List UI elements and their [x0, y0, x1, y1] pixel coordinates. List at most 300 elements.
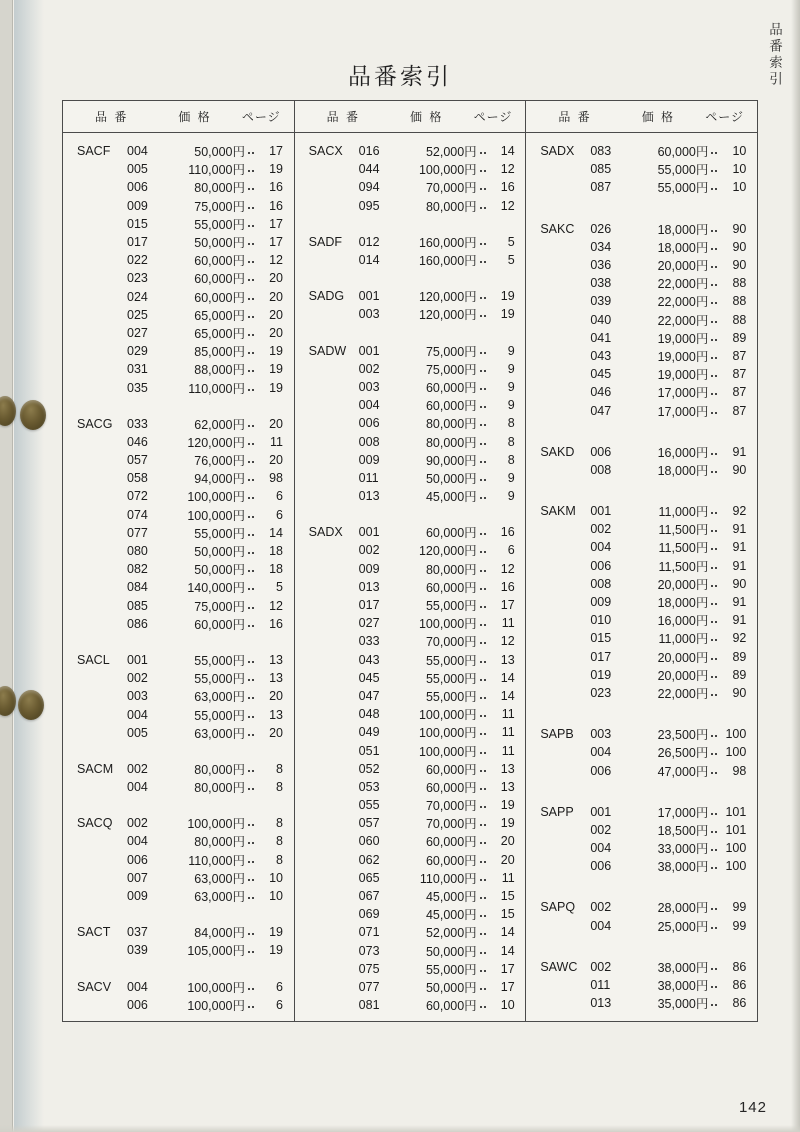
item-price: 63,000円 — [194, 690, 245, 705]
dotted-leader — [711, 339, 717, 341]
dotted-leader — [480, 679, 486, 681]
dotted-leader — [711, 658, 717, 660]
item-page-ref: 19 — [269, 943, 283, 958]
item-page-ref: 99 — [732, 900, 747, 915]
item-page-ref: 101 — [725, 822, 747, 837]
item-number: 004 — [590, 540, 612, 555]
item-number: 009 — [358, 452, 380, 467]
item-price: 20,000円 — [657, 259, 709, 274]
item-price: 80,000円 — [425, 562, 477, 577]
item-page-ref: 90 — [732, 221, 747, 236]
index-row — [526, 725, 757, 743]
index-row — [526, 311, 757, 329]
item-number: 047 — [358, 688, 380, 703]
item-price: 60,000円 — [425, 835, 477, 850]
product-group-sadx — [526, 142, 757, 197]
item-page-ref: 100 — [725, 859, 747, 874]
index-row — [63, 288, 294, 306]
item-price: 120,000円 — [418, 290, 477, 305]
item-number: 003 — [127, 689, 148, 704]
index-row — [63, 597, 294, 615]
item-page-ref: 8 — [507, 434, 515, 449]
index-column-3 — [525, 101, 757, 1021]
item-price: 17,000円 — [657, 404, 709, 419]
item-price: 100,000円 — [418, 708, 477, 723]
index-row — [63, 233, 294, 251]
dotted-leader — [480, 152, 486, 154]
item-page-ref: 5 — [276, 580, 283, 595]
index-row — [63, 542, 294, 560]
header-price: 価 格 — [410, 110, 444, 124]
item-number: 006 — [127, 852, 148, 867]
item-number: 017 — [590, 649, 612, 664]
index-row — [63, 469, 294, 487]
item-price: 52,000円 — [425, 926, 477, 941]
item-number: 083 — [590, 144, 612, 159]
index-row — [295, 541, 526, 559]
dotted-leader — [711, 375, 717, 377]
dotted-leader — [480, 551, 486, 553]
dotted-leader — [480, 879, 486, 881]
dotted-leader — [711, 453, 717, 455]
dotted-leader — [711, 772, 717, 774]
dotted-leader — [711, 230, 717, 232]
column-body — [295, 133, 526, 1021]
index-row — [295, 578, 526, 596]
item-number: 006 — [358, 416, 380, 431]
item-page-ref: 8 — [276, 761, 283, 776]
index-column-2 — [294, 101, 526, 1021]
item-page-ref: 16 — [500, 579, 515, 594]
dotted-leader — [711, 302, 717, 304]
item-price: 19,000円 — [657, 368, 709, 383]
header-code: 品 番 — [558, 110, 592, 124]
item-series-code: SADW — [308, 343, 347, 358]
item-number: 004 — [590, 841, 612, 856]
item-number: 041 — [590, 330, 612, 345]
item-number: 008 — [590, 576, 612, 591]
item-number: 074 — [127, 507, 148, 522]
item-price: 65,000円 — [194, 326, 245, 341]
item-page-ref: 10 — [500, 998, 515, 1013]
product-group-sadg — [295, 287, 526, 323]
item-series-code: SAPB — [540, 727, 574, 742]
item-page-ref: 91 — [732, 522, 747, 537]
dotted-leader — [248, 461, 254, 463]
dotted-leader — [480, 207, 486, 209]
index-row — [63, 415, 294, 433]
item-price: 70,000円 — [425, 635, 477, 650]
index-row — [63, 687, 294, 705]
item-price: 60,000円 — [194, 272, 245, 287]
dotted-leader — [711, 694, 717, 696]
dotted-leader — [711, 357, 717, 359]
index-row — [526, 629, 757, 647]
item-price: 80,000円 — [425, 417, 477, 432]
column-body — [526, 133, 757, 1021]
index-row — [526, 443, 757, 461]
item-page-ref: 17 — [500, 961, 515, 976]
dotted-leader — [711, 639, 717, 641]
item-page-ref: 8 — [507, 416, 515, 431]
item-price: 17,000円 — [657, 386, 709, 401]
item-price: 105,000円 — [187, 944, 245, 959]
item-page-ref: 20 — [269, 416, 283, 431]
item-price: 50,000円 — [425, 944, 477, 959]
index-row — [295, 251, 526, 269]
item-number: 004 — [358, 398, 380, 413]
index-row — [295, 741, 526, 759]
item-number: 060 — [358, 834, 380, 849]
index-row — [295, 760, 526, 778]
dotted-leader — [248, 516, 254, 518]
item-page-ref: 86 — [732, 978, 747, 993]
item-page-ref: 20 — [500, 852, 515, 867]
item-number: 013 — [358, 489, 380, 504]
item-number: 057 — [127, 453, 148, 468]
dotted-leader — [480, 770, 486, 772]
dotted-leader — [711, 266, 717, 268]
dotted-leader — [711, 188, 717, 190]
item-page-ref: 13 — [500, 761, 515, 776]
item-price: 60,000円 — [425, 762, 477, 777]
index-row — [63, 215, 294, 233]
index-row — [295, 905, 526, 923]
item-series-code: SAWC — [540, 959, 578, 974]
item-page-ref: 87 — [732, 348, 747, 363]
item-page-ref: 101 — [725, 804, 747, 819]
item-number: 004 — [127, 834, 148, 849]
item-page-ref: 10 — [732, 180, 747, 195]
product-group-sakm — [526, 502, 757, 702]
header-page: ページ — [241, 110, 281, 124]
item-number: 004 — [127, 780, 148, 795]
item-number: 017 — [358, 598, 380, 613]
item-number: 055 — [358, 798, 380, 813]
index-row — [63, 832, 294, 850]
index-table — [62, 100, 758, 1022]
index-row — [526, 743, 757, 761]
dotted-leader — [480, 406, 486, 408]
item-price: 100,000円 — [418, 617, 477, 632]
item-number: 033 — [358, 634, 380, 649]
dotted-leader — [248, 152, 254, 154]
item-price: 16,000円 — [657, 445, 709, 460]
item-number: 002 — [127, 816, 148, 831]
dotted-leader — [480, 352, 486, 354]
item-page-ref: 11 — [501, 707, 515, 722]
dotted-leader — [248, 298, 254, 300]
dotted-leader — [711, 908, 717, 910]
index-row — [63, 378, 294, 396]
dotted-leader — [248, 588, 254, 590]
item-price: 20,000円 — [657, 577, 709, 592]
item-number: 026 — [590, 221, 612, 236]
header-price: 価 格 — [641, 110, 676, 124]
item-page-ref: 14 — [500, 670, 515, 685]
index-row — [295, 669, 526, 687]
item-price: 25,000円 — [657, 919, 709, 934]
item-number: 049 — [358, 725, 380, 740]
item-number: 029 — [127, 344, 148, 359]
item-number: 027 — [127, 325, 148, 340]
index-row — [295, 287, 526, 305]
item-number: 004 — [590, 745, 612, 760]
index-row — [526, 238, 757, 256]
item-number: 001 — [127, 652, 148, 667]
item-page-ref: 15 — [500, 907, 515, 922]
item-page-ref: 20 — [269, 453, 283, 468]
item-price: 160,000円 — [418, 235, 477, 250]
item-page-ref: 98 — [269, 471, 283, 486]
item-price: 45,000円 — [425, 890, 477, 905]
dotted-leader — [480, 170, 486, 172]
item-page-ref: 10 — [269, 889, 283, 904]
item-page-ref: 17 — [269, 216, 283, 231]
item-page-ref: 15 — [500, 889, 515, 904]
item-number: 003 — [358, 307, 380, 322]
item-price: 63,000円 — [194, 890, 245, 905]
item-number: 043 — [590, 348, 612, 363]
dotted-leader — [248, 842, 254, 844]
index-row — [526, 365, 757, 383]
dotted-leader — [480, 624, 486, 626]
index-row — [295, 523, 526, 541]
dotted-leader — [480, 952, 486, 954]
item-number: 033 — [127, 416, 148, 431]
index-row — [63, 760, 294, 778]
product-group-sapb — [526, 725, 757, 780]
item-page-ref: 18 — [269, 544, 283, 559]
item-number: 015 — [590, 631, 612, 646]
item-price: 55,000円 — [657, 163, 709, 178]
item-number: 023 — [590, 685, 612, 700]
item-number: 001 — [358, 289, 380, 304]
dotted-leader — [711, 867, 717, 869]
item-number: 077 — [127, 525, 148, 540]
dotted-leader — [480, 1006, 486, 1008]
item-price: 11,000円 — [658, 632, 709, 647]
item-number: 034 — [590, 239, 612, 254]
item-price: 120,000円 — [418, 308, 477, 323]
item-number: 035 — [127, 380, 148, 395]
item-series-code: SAPP — [540, 804, 574, 819]
dotted-leader — [480, 697, 486, 699]
index-row — [63, 851, 294, 869]
dotted-leader — [480, 733, 486, 735]
dotted-leader — [248, 824, 254, 826]
item-number: 002 — [590, 822, 612, 837]
dotted-leader — [711, 603, 717, 605]
item-series-code: SACX — [308, 144, 343, 159]
binder-hole — [18, 690, 44, 720]
item-price: 55,000円 — [657, 181, 709, 196]
index-row — [63, 451, 294, 469]
index-row — [526, 142, 757, 160]
dotted-leader — [480, 861, 486, 863]
dotted-leader — [248, 679, 254, 681]
item-price: 18,000円 — [657, 463, 709, 478]
item-price: 76,000円 — [194, 454, 245, 469]
dotted-leader — [711, 548, 717, 550]
item-number: 037 — [127, 925, 148, 940]
item-number: 009 — [127, 889, 148, 904]
item-page-ref: 11 — [501, 725, 515, 740]
item-price: 110,000円 — [419, 871, 477, 886]
item-number: 094 — [358, 180, 380, 195]
item-price: 63,000円 — [194, 726, 245, 741]
index-row — [295, 723, 526, 741]
product-group-sacl — [63, 651, 294, 742]
item-number: 085 — [590, 162, 612, 177]
item-number: 003 — [358, 379, 380, 394]
item-number: 004 — [590, 918, 612, 933]
item-number: 077 — [358, 979, 380, 994]
item-number: 002 — [590, 522, 612, 537]
item-number: 040 — [590, 312, 612, 327]
item-number: 023 — [127, 271, 148, 286]
header-price: 価 格 — [178, 110, 212, 124]
item-number: 002 — [590, 959, 612, 974]
item-page-ref: 16 — [269, 616, 283, 631]
item-page-ref: 9 — [507, 398, 515, 413]
dotted-leader — [248, 879, 254, 881]
item-price: 38,000円 — [657, 960, 709, 975]
right-edge-shadow — [791, 0, 800, 1132]
index-row — [295, 887, 526, 905]
dotted-leader — [711, 170, 717, 172]
product-group-sakd — [526, 443, 757, 479]
item-page-ref: 100 — [725, 745, 747, 760]
index-row — [526, 502, 757, 520]
index-row — [526, 611, 757, 629]
item-price: 88,000円 — [194, 363, 245, 378]
index-row — [295, 396, 526, 414]
item-page-ref: 86 — [732, 996, 747, 1011]
item-page-ref: 9 — [507, 343, 515, 358]
index-row — [63, 978, 294, 996]
item-price: 18,000円 — [657, 596, 709, 611]
item-price: 84,000円 — [194, 926, 245, 941]
dotted-leader — [711, 927, 717, 929]
index-row — [526, 383, 757, 401]
item-page-ref: 19 — [269, 380, 283, 395]
item-number: 002 — [127, 761, 148, 776]
dotted-leader — [248, 951, 254, 953]
item-number: 069 — [358, 907, 380, 922]
item-number: 058 — [127, 471, 148, 486]
item-number: 010 — [590, 613, 612, 628]
index-row — [526, 976, 757, 994]
index-row — [63, 142, 294, 160]
dotted-leader — [248, 552, 254, 554]
item-price: 50,000円 — [194, 145, 245, 160]
item-price: 70,000円 — [425, 181, 477, 196]
item-page-ref: 6 — [276, 507, 283, 522]
item-number: 019 — [590, 667, 612, 682]
item-price: 55,000円 — [425, 962, 477, 977]
item-page-ref: 19 — [500, 307, 515, 322]
bottom-edge-shadow — [0, 1125, 800, 1132]
dotted-leader — [248, 897, 254, 899]
item-page-ref: 14 — [500, 144, 515, 159]
dotted-leader — [248, 479, 254, 481]
index-row — [63, 560, 294, 578]
item-page-ref: 20 — [269, 289, 283, 304]
dotted-leader — [248, 861, 254, 863]
item-page-ref: 89 — [732, 330, 747, 345]
item-series-code: SACQ — [77, 816, 113, 831]
item-number: 002 — [127, 671, 148, 686]
dotted-leader — [480, 715, 486, 717]
item-page-ref: 99 — [732, 918, 747, 933]
dotted-leader — [248, 261, 254, 263]
item-price: 55,000円 — [425, 653, 477, 668]
item-page-ref: 6 — [276, 997, 283, 1012]
dotted-leader — [248, 988, 254, 990]
item-number: 006 — [590, 859, 612, 874]
index-row — [63, 615, 294, 633]
item-page-ref: 89 — [732, 649, 747, 664]
index-row — [295, 778, 526, 796]
dotted-leader — [711, 393, 717, 395]
item-price: 33,000円 — [657, 842, 709, 857]
index-row — [526, 593, 757, 611]
item-page-ref: 90 — [732, 576, 747, 591]
page-title: 品番索引 — [348, 63, 452, 89]
item-page-ref: 11 — [501, 743, 515, 758]
item-page-ref: 87 — [732, 403, 747, 418]
dotted-leader — [711, 813, 717, 815]
item-price: 26,500円 — [657, 746, 709, 761]
item-price: 50,000円 — [194, 545, 245, 560]
item-number: 009 — [127, 198, 148, 213]
item-number: 013 — [358, 579, 380, 594]
index-row — [63, 251, 294, 269]
item-page-ref: 6 — [276, 979, 283, 994]
dotted-leader — [711, 849, 717, 851]
item-price: 60,000円 — [425, 380, 477, 395]
item-price: 80,000円 — [194, 781, 245, 796]
item-number: 067 — [358, 889, 380, 904]
item-price: 60,000円 — [425, 853, 477, 868]
index-row — [295, 632, 526, 650]
item-page-ref: 88 — [732, 294, 747, 309]
index-row — [295, 342, 526, 360]
item-number: 031 — [127, 362, 148, 377]
index-row — [295, 705, 526, 723]
item-price: 55,000円 — [425, 599, 477, 614]
item-price: 11,500円 — [658, 523, 709, 538]
item-price: 75,000円 — [425, 362, 477, 377]
item-page-ref: 88 — [732, 312, 747, 327]
dotted-leader — [480, 570, 486, 572]
dotted-leader — [711, 735, 717, 737]
item-page-ref: 16 — [500, 180, 515, 195]
index-row — [526, 761, 757, 779]
dotted-leader — [480, 842, 486, 844]
index-row — [526, 994, 757, 1012]
item-series-code: SACF — [77, 144, 111, 159]
item-price: 70,000円 — [425, 817, 477, 832]
item-number: 036 — [590, 258, 612, 273]
item-price: 55,000円 — [425, 671, 477, 686]
dotted-leader — [248, 316, 254, 318]
item-price: 18,500円 — [657, 823, 709, 838]
item-page-ref: 100 — [725, 841, 747, 856]
item-number: 006 — [590, 763, 612, 778]
index-row — [63, 433, 294, 451]
